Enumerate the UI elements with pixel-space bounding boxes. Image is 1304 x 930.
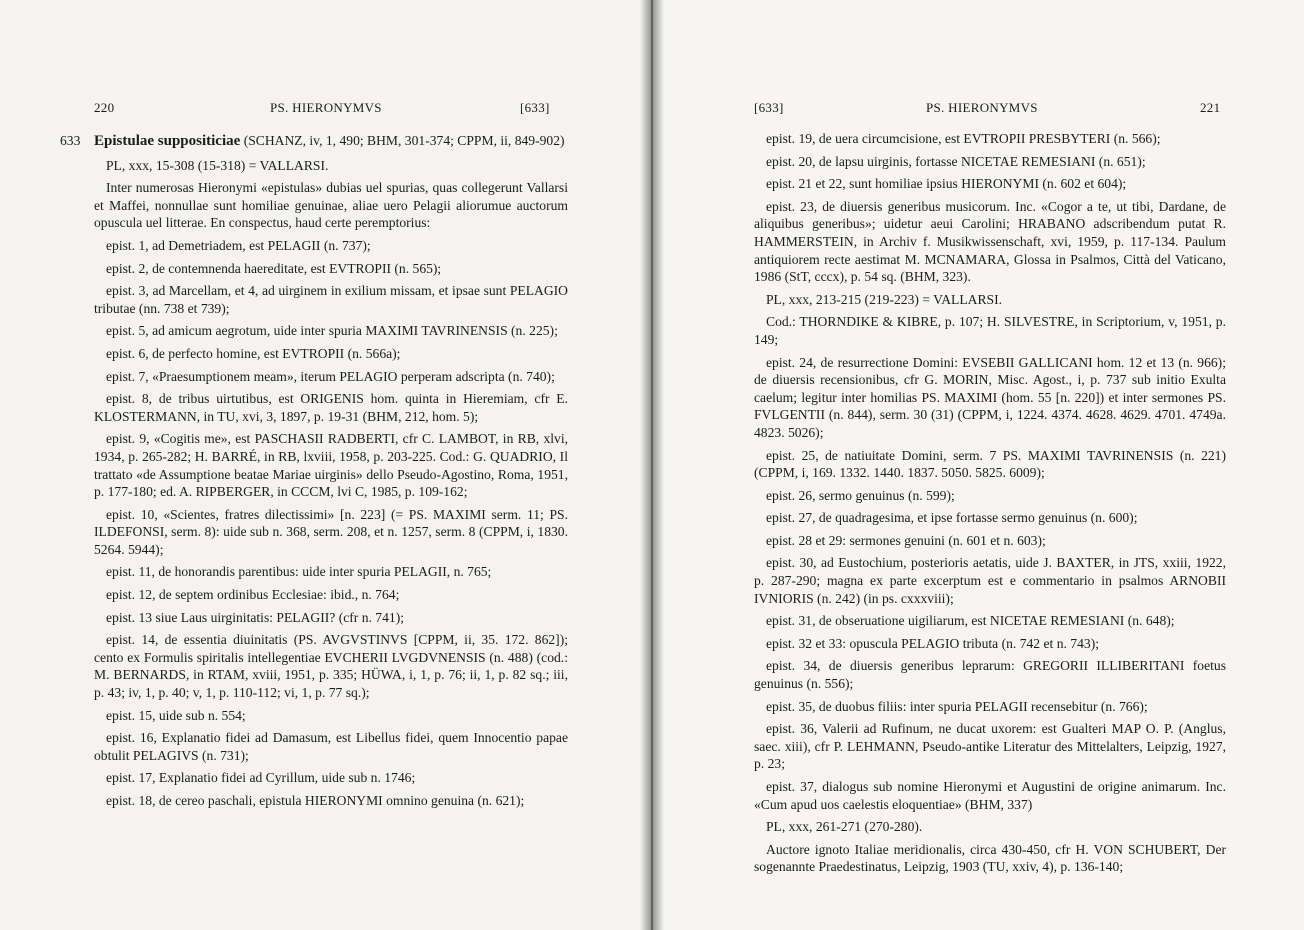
- paragraph: epist. 12, de septem ordinibus Ecclesiae: ibid., n. 764;: [106, 587, 400, 603]
- paragraph: epist. 17, Explanatio fidei ad Cyrillum, uide sub n. 1746;: [106, 770, 416, 786]
- left-text-column: [60, 132, 568, 815]
- paragraph: epist. 14, de essentia diuinitatis (PS. AVGVSTINVS [CPPM, ii, 35. 172. 862]); cento ex Formulis spiritalis intellegentiae EVCHERII LVGDVNENSIS (n. 488) (cod.: M. BERNARDS, in RTAM, xviii, 1951, p. 335; HÜWA, i, 1, p. 76; ii, 1, p. 82 sq.; iii, p. 43; iv, 1, p. 40; v, 1, p. 110-112; vi, 1, p. 77 sq.);: [94, 632, 568, 701]
- right-page: [654, 0, 1304, 930]
- entry-title: Epistulae suppositiciae: [94, 133, 241, 149]
- paragraph: PL, xxx, 261-271 (270-280).: [766, 819, 923, 835]
- right-running-title: PS. HIERONYMVS: [926, 100, 1038, 115]
- paragraph: epist. 6, de perfecto homine, est EVTROPII (n. 566a);: [106, 345, 401, 361]
- paragraph: epist. 8, de tribus uirtutibus, est ORIGENIS hom. quinta in Hieremiam, cfr E. KLOSTERMANN, in TU, xvi, 3, 1897, p. 19-31 (BHM, 212, hom. 5);: [94, 391, 568, 424]
- paragraph: Auctore ignoto Italiae meridionalis, circa 430-450, cfr H. VON SCHUBERT, Der sogenannte Praedestinatus, Leipzig, 1903 (TU, xxiv, 4), p. 136-140;: [754, 841, 1226, 875]
- paragraph: epist. 5, ad amicum aegrotum, uide inter spuria MAXIMI TAVRINENSIS (n. 225);: [106, 323, 558, 339]
- paragraph: epist. 36, Valerii ad Rufinum, ne ducat uxorem: est Gualteri MAP O. P. (Anglus, saec. xiii), cfr P. LEHMANN, Pseudo-antike Literatur des Mittelalters, Leipzig, 1927, p. 23;: [754, 721, 1226, 772]
- paragraph: epist. 16, Explanatio fidei ad Damasum, est Libellus fidei, quem Innocentio papae obtulit PELAGIVS (n. 731);: [94, 730, 568, 763]
- paragraph: epist. 18, de cereo paschali, epistula HIERONYMI omnino genuina (n. 621);: [106, 793, 525, 808]
- paragraph: epist. 25, de natiuitate Domini, serm. 7 PS. MAXIMI TAVRINENSIS (n. 221) (CPPM, i, 169. 1332. 1440. 1837. 5050. 5825. 6009);: [754, 447, 1226, 481]
- paragraph: epist. 27, de quadragesima, et ipse fortasse sermo genuinus (n. 600);: [766, 510, 1138, 526]
- right-page-number: 221: [1200, 100, 1221, 115]
- paragraph: Cod.: THORNDIKE & KIBRE, p. 107; H. SILVESTRE, in Scriptorium, v, 1951, p. 149;: [754, 314, 1226, 347]
- paragraph: Inter numerosas Hieronymi «epistulas» dubias uel spurias, quas collegerunt Vallarsi et Maffei, nonnullae sunt homiliae genuinae, aliae uero Pelagii aliorumue auctorum opuscula uel litterae. En conspectus, haud certe peremptorius:: [94, 180, 568, 231]
- paragraph: epist. 10, «Scientes, fratres dilectissimi» [n. 223] (= PS. MAXIMI serm. 11; PS. ILDEFONSI, serm. 8): uide sub n. 368, serm. 208, et n. 1257, serm. 8 (CPPM, i, 1830. 5264. 5944);: [94, 506, 568, 557]
- left-section-bracket: [633]: [520, 100, 550, 115]
- entry-references: (SCHANZ, iv, 1, 490; BHM, 301-374; CPPM, ii, 849-902): [243, 133, 565, 148]
- entry-number: 633: [60, 133, 81, 148]
- paragraph: epist. 28 et 29: sermones genuini (n. 601 et n. 603);: [766, 532, 1046, 548]
- left-page-number: 220: [94, 100, 115, 115]
- paragraph: PL, xxx, 15-308 (15-318) = VALLARSI.: [106, 157, 329, 173]
- paragraph: epist. 30, ad Eustochium, posterioris aetatis, uide J. BAXTER, in JTS, xxiii, 1922, p. 287-290; magna ex parte excerptum est e commentario in psalmos ARNOBII IVNIORIS (n. 242) (in ps. cxxxviii);: [754, 555, 1226, 606]
- paragraph: epist. 11, de honorandis parentibus: uide inter spuria PELAGII, n. 765;: [106, 564, 492, 580]
- entry-heading: [60, 132, 568, 151]
- book-gutter: [640, 0, 664, 930]
- paragraph: epist. 32 et 33: opuscula PELAGIO tributa (n. 742 et n. 743);: [766, 635, 1099, 651]
- paragraph: PL, xxx, 213-215 (219-223) = VALLARSI.: [766, 291, 1002, 307]
- paragraph: epist. 1, ad Demetriadem, est PELAGII (n. 737);: [106, 237, 371, 253]
- paragraph: epist. 35, de duobus filiis: inter spuria PELAGII recensebitur (n. 766);: [766, 698, 1148, 714]
- right-text-column: [754, 130, 1226, 881]
- paragraph: epist. 20, de lapsu uirginis, fortasse NICETAE REMESIANI (n. 651);: [766, 153, 1146, 169]
- paragraph: epist. 23, de diuersis generibus musicorum. Inc. «Cogor a te, ut tibi, Dardane, de aliquibus generibus»; uidetur aeui Carolini; HRABANO adscribendum putat R. HAMMERSTEIN, in Archiv f. Musikwissenschaft, xvi, 1959, p. 117-134. Paulum antiquiorem recte aestimat M. MCNAMARA, Glossa in Psalmos, Città del Vaticano, 1986 (StT, cccx), p. 54 sq. (BHM, 323).: [754, 198, 1226, 285]
- paragraph: epist. 31, de obseruatione uigiliarum, est NICETAE REMESIANI (n. 648);: [766, 613, 1175, 629]
- left-page: [0, 0, 650, 930]
- right-section-bracket: [633]: [754, 100, 784, 115]
- paragraph: epist. 9, «Cogitis me», est PASCHASII RADBERTI, cfr C. LAMBOT, in RB, xlvi, 1934, p. 265-282; H. BARRÉ, in RB, lxviii, 1958, p. 203-225. Cod.: G. QUADRIO, Il trattato «de Assumptione beatae Mariae uirginis» dello Pseudo-Agostino, Roma, 1951, p. 177-180; ed. A. RIPBERGER, in CCCM, lvi C, 1985, p. 109-162;: [94, 431, 568, 500]
- paragraph: epist. 19, de uera circumcisione, est EVTROPII PRESBYTERI (n. 566);: [766, 131, 1161, 146]
- paragraph: epist. 34, de diuersis generibus leprarum: GREGORII ILLIBERITANI foetus genuinus (n. 556);: [754, 658, 1226, 692]
- paragraph: epist. 26, sermo genuinus (n. 599);: [766, 487, 955, 503]
- paragraph: epist. 21 et 22, sunt homiliae ipsius HIERONYMI (n. 602 et 604);: [766, 176, 1127, 192]
- paragraph: epist. 2, de contemnenda haereditate, est EVTROPII (n. 565);: [106, 260, 442, 276]
- paragraph: epist. 15, uide sub n. 554;: [106, 707, 246, 723]
- paragraph: epist. 24, de resurrectione Domini: EVSEBII GALLICANI hom. 12 et 13 (n. 966); de diuersis recensionibus, cfr G. MORIN, Misc. Agost., i, p. 737 sub initio Exulta caelum; legitur inter homilias PS. MAXIMI (hom. 55 [n. 220]) et inter sermones PS. FVLGENTII (n. 844), serm. 30 (31) (CPPM, i, 1224. 4374. 4628. 4629. 4701. 4749a. 4823. 5026);: [754, 354, 1226, 440]
- paragraph: epist. 7, «Praesumptionem meam», iterum PELAGIO perperam adscripta (n. 740);: [106, 368, 555, 384]
- paragraph: epist. 3, ad Marcellam, et 4, ad uirginem in exilium missam, et ipsae sunt PELAGIO tributae (nn. 738 et 739);: [94, 283, 568, 316]
- paragraph: epist. 37, dialogus sub nomine Hieronymi et Augustini de origine animarum. Inc. «Cum apud uos caelestis eloquentiae» (BHM, 337): [754, 779, 1226, 812]
- left-running-title: PS. HIERONYMVS: [270, 100, 382, 115]
- paragraph: epist. 13 siue Laus uirginitatis: PELAGII? (cfr n. 741);: [106, 609, 405, 625]
